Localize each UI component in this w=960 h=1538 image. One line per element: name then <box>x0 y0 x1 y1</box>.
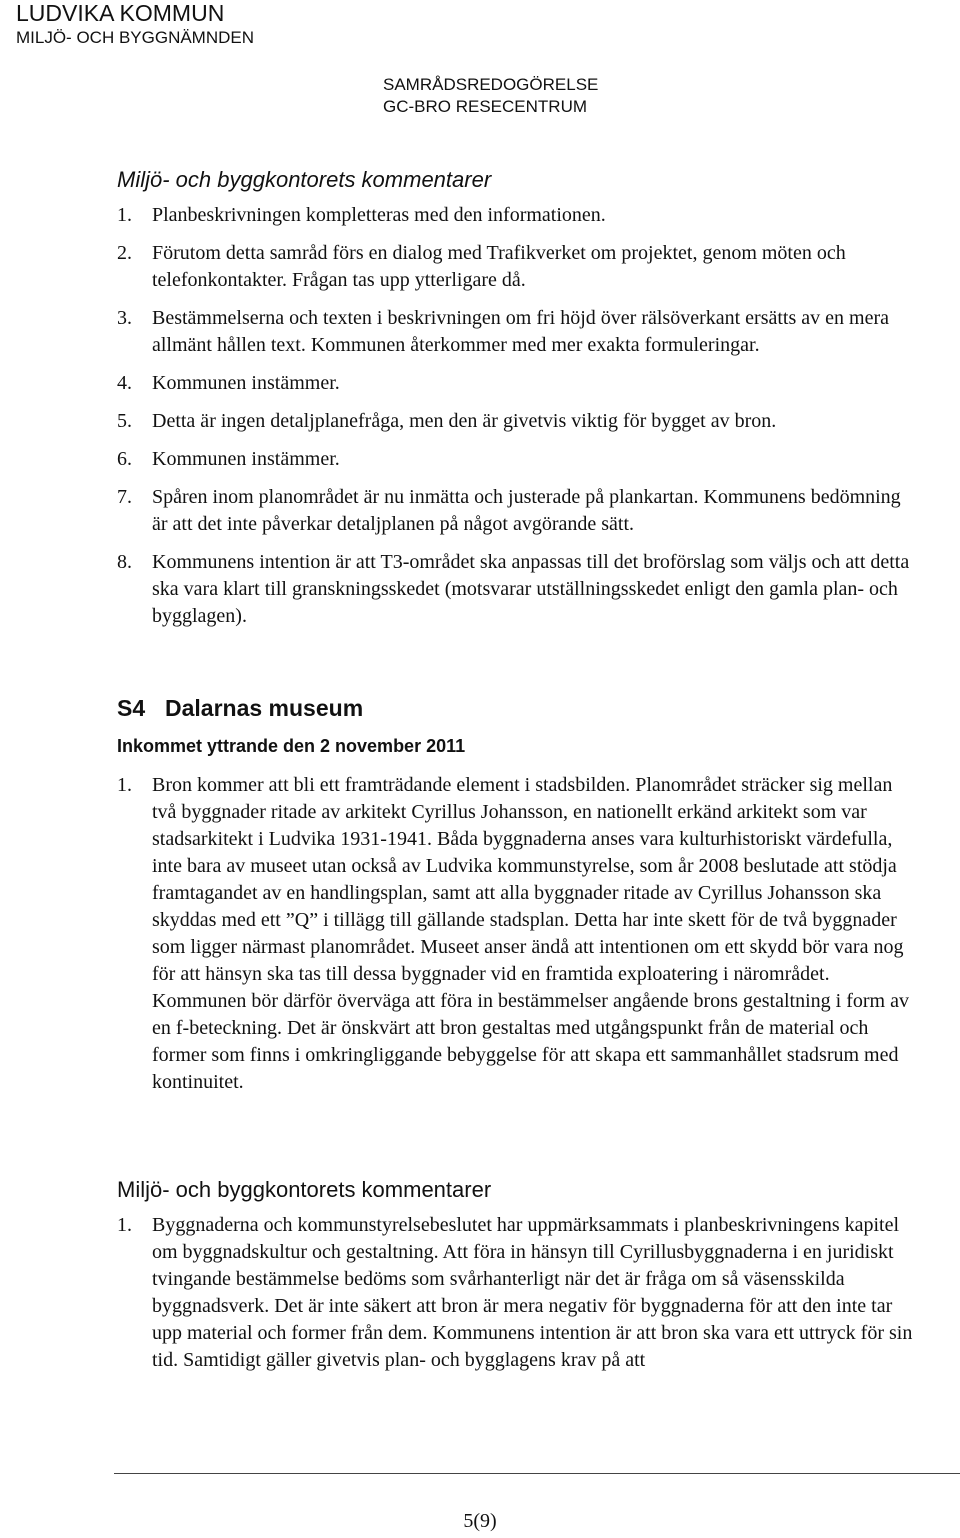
list-item <box>117 305 917 359</box>
list-item <box>117 1212 917 1374</box>
list-item-text: Bron kommer att bli ett framträdande element i stadsbilden. Planområdet sträcker sig mellan två byggnader ritade av arkitekt Cyrillus Johansson, en nationellt erkänd arkitekt som var stadsarkitekt i Ludvika 1931-1941. Båda byggnaderna anses vara kulturhistoriskt värdefulla, inte bara av museet utan också av Ludvika kommunstyrelse, som år 2008 beslutade att stödja framtagandet av en handlingsplan, samt att alla byggnader ritade av Cyrillus Johansson ska skyddas med ett ”Q” i tillägg till gällande stadsplan. Detta har inte skett för de två byggnader som ligger närmast planområdet. Museet anser ändå att intentionen om ett skydd bör vara nog för att hänsyn ska tas till dessa byggnader vid en framtida exploatering i närområdet. Kommunen bör därför överväga att föra in bestämmelser angående brons gestaltning i form av en f-beteckning. Det är önskvärt att bron gestaltas med utgångspunkt från de material och former som finns i omkringliggande bebyggelse för att skapa ett sammanhållet stadsrum med kontinuitet. <box>152 774 909 1093</box>
list-item <box>117 549 917 630</box>
list-item-number: 1. <box>117 1214 132 1236</box>
list-item <box>117 240 917 294</box>
department-name: MILJÖ- OCH BYGGNÄMNDEN <box>16 28 255 47</box>
received-date: Inkommet yttrande den 2 november 2011 <box>117 736 466 756</box>
document-type: SAMRÅDSREDOGÖRELSE <box>383 75 599 94</box>
list-item-text: Byggnaderna och kommunstyrelsebeslutet har uppmärksammats i planbeskrivningens kapitel om byggnadskultur och gestaltning. Att föra in hänsyn till Cyrillusbyggnaderna i en juridiskt tvingande bestämmelse bedöms som svårhanterligt när det är fråga om så väsensskilda byggnadsverk. Det är inte säkert att bron är mera negativ för byggnaderna för att den inte tar upp material och former från dem. Kommunens intention är att bron ska vara ett uttryck för sin tid. Samtidigt gäller givetvis plan- och bygglagens krav på att <box>152 1214 913 1371</box>
list-item <box>117 484 917 538</box>
list-item-text: Detta är ingen detaljplanefråga, men den är givetvis viktig för bygget av bron. <box>152 410 777 432</box>
list-item-text: Bestämmelserna och texten i beskrivningen om fri höjd över rälsöverkant ersätts av en mera allmänt hållen text. Kommunen återkommer med mer exakta formuleringar. <box>152 307 889 356</box>
list-item-text: Kommunen instämmer. <box>152 448 340 470</box>
list-item <box>117 370 917 397</box>
list-item-number: 8. <box>117 551 132 573</box>
statement-list <box>117 772 917 1096</box>
section-number: S4 <box>117 695 146 721</box>
list-item <box>117 772 917 1096</box>
list-item <box>117 202 917 229</box>
list-item-number: 3. <box>117 307 132 329</box>
list-item-number: 4. <box>117 372 132 394</box>
comment-list-1 <box>117 202 917 630</box>
list-item-text: Spåren inom planområdet är nu inmätta och justerade på plankartan. Kommunens bedömning är att det inte påverkar detaljplanen på något avgörande sätt. <box>152 486 901 535</box>
footer-divider <box>114 1473 960 1474</box>
list-item <box>117 408 917 435</box>
document-heading <box>383 74 598 118</box>
list-item-text: Förutom detta samråd förs en dialog med Trafikverket om projektet, genom möten och telefonkontakter. Frågan tas upp ytterligare då. <box>152 242 846 291</box>
section-heading <box>117 695 363 722</box>
list-item-number: 5. <box>117 410 132 432</box>
comment-list-2 <box>117 1212 917 1374</box>
list-item <box>117 446 917 473</box>
comment-heading-1: Miljö- och byggkontorets kommentarer <box>117 167 492 192</box>
list-item-text: Kommunens intention är att T3-området ska anpassas till det broförslag som väljs och att detta ska vara klart till granskningsskedet (motsvarar utställningsskedet enligt den gamla plan- och bygglagen). <box>152 551 910 627</box>
list-item-number: 6. <box>117 448 132 470</box>
document-name: GC-BRO RESECENTRUM <box>383 97 588 116</box>
section-name: Dalarnas museum <box>165 695 364 721</box>
list-item-text: Planbeskrivningen kompletteras med den informationen. <box>152 204 606 226</box>
list-item-number: 2. <box>117 242 132 264</box>
page-number: 5(9) <box>463 1510 497 1532</box>
organization-name: LUDVIKA KOMMUN <box>16 0 225 26</box>
list-item-number: 1. <box>117 774 132 796</box>
comment-heading-2: Miljö- och byggkontorets kommentarer <box>117 1177 492 1202</box>
list-item-number: 1. <box>117 204 132 226</box>
list-item-text: Kommunen instämmer. <box>152 372 340 394</box>
list-item-number: 7. <box>117 486 132 508</box>
